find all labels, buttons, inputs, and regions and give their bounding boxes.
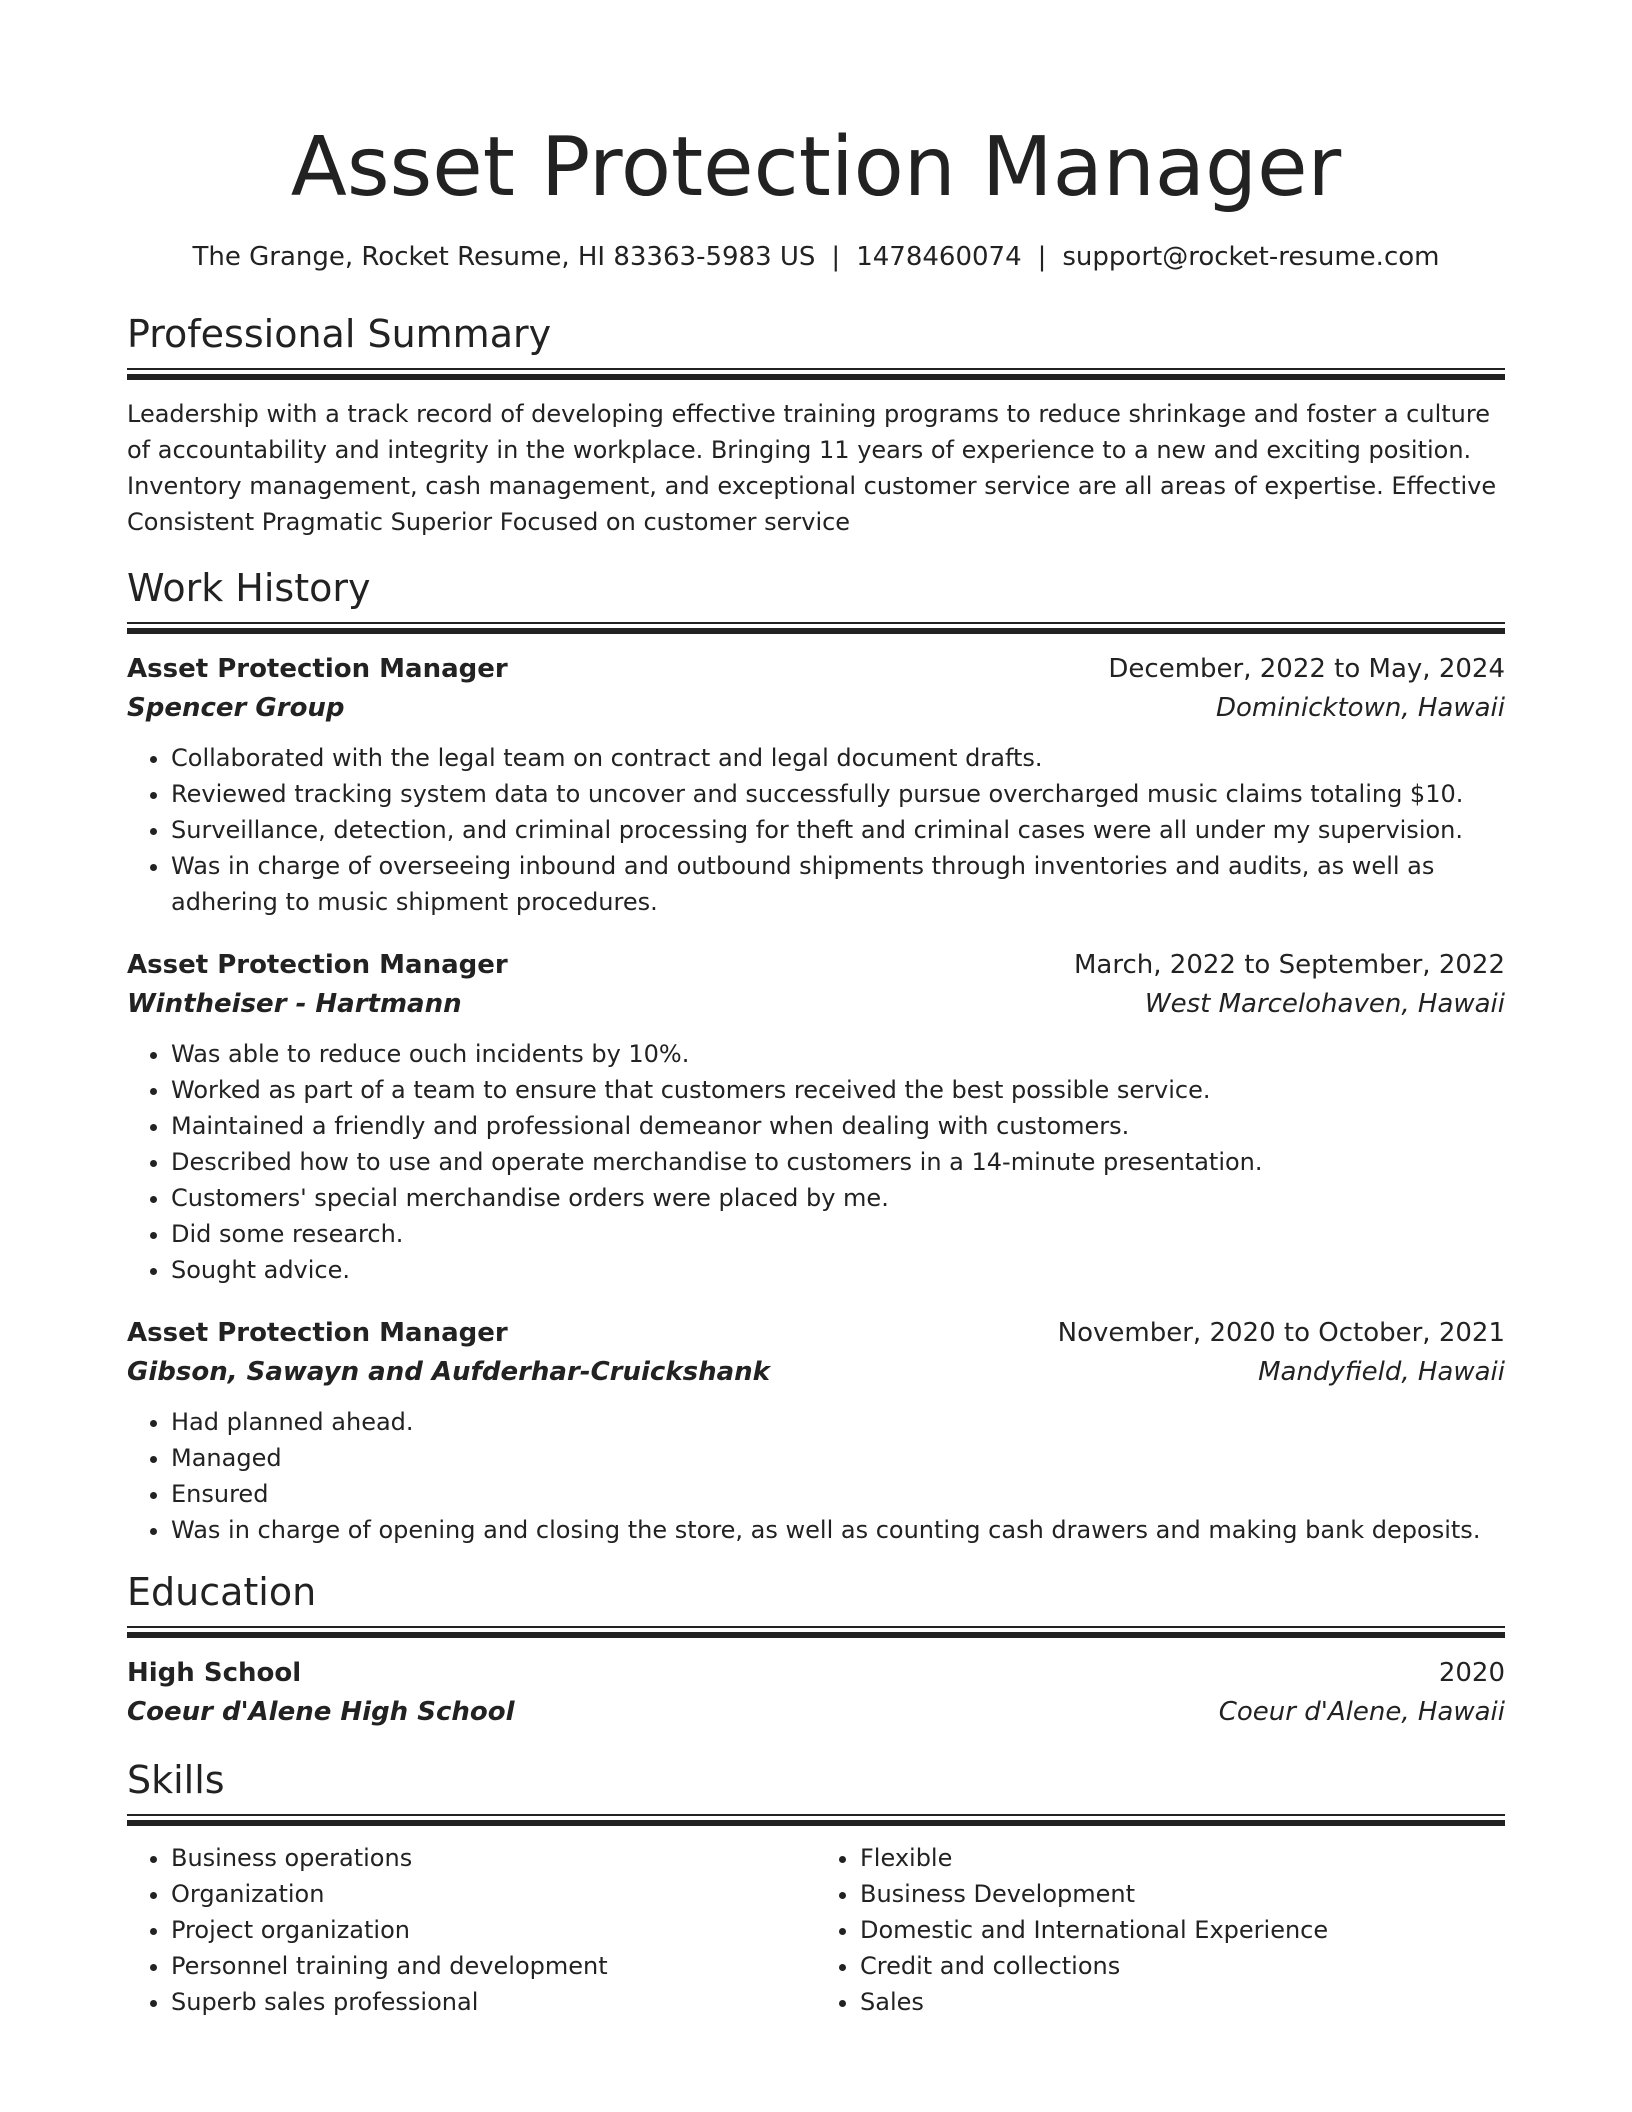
education-school: Coeur d'Alene High School: [127, 1697, 515, 1727]
job-company: Gibson, Sawayn and Aufderhar-Cruickshank: [127, 1357, 770, 1387]
contact-phone: 1478460074: [856, 242, 1022, 272]
education-degree: High School: [127, 1658, 302, 1688]
contact-line: [127, 240, 1505, 274]
job-bullet: • Ensured: [171, 1476, 1505, 1512]
skill-item: • Superb sales professional: [171, 1984, 816, 2020]
job-bullet: • Maintained a friendly and professional demeanor when dealing with customers.: [171, 1108, 1505, 1144]
skill-item: • Credit and collections: [860, 1948, 1505, 1984]
skill-item: • Flexible: [860, 1840, 1505, 1876]
contact-separator: |: [1037, 242, 1047, 272]
skill-item: • Project organization: [171, 1912, 816, 1948]
job-title: Asset Protection Manager: [127, 950, 508, 980]
job-bullet: • Sought advice.: [171, 1252, 1505, 1288]
skills-columns: [127, 1840, 1505, 2020]
section-divider: [127, 622, 1505, 634]
education-section: [127, 1568, 1505, 1732]
job-bullet: • Collaborated with the legal team on contract and legal document drafts.: [171, 740, 1505, 776]
skills-section: [127, 1756, 1505, 2020]
education-location: Coeur d'Alene, Hawaii: [1218, 1697, 1505, 1727]
job-bullet: • Did some research.: [171, 1216, 1505, 1252]
contact-email[interactable]: support@rocket-resume.com: [1062, 242, 1440, 272]
job-dates: November, 2020 to October, 2021: [1057, 1318, 1505, 1348]
education-heading: Education: [127, 1570, 317, 1614]
section-divider: [127, 1626, 1505, 1638]
contact-address: The Grange, Rocket Resume, HI 83363-5983 US: [192, 242, 816, 272]
job-title: Asset Protection Manager: [127, 1318, 508, 1348]
job-bullet: • Customers' special merchandise orders were placed by me.: [171, 1180, 1505, 1216]
job-bullet: • Described how to use and operate merchandise to customers in a 14-minute presentation.: [171, 1144, 1505, 1180]
skill-item: • Business Development: [860, 1876, 1505, 1912]
section-divider: [127, 368, 1505, 380]
skill-item: • Domestic and International Experience: [860, 1912, 1505, 1948]
skill-item: • Sales: [860, 1984, 1505, 2020]
job-bullet: • Worked as part of a team to ensure that customers received the best possible service.: [171, 1072, 1505, 1108]
job-bullet: • Managed: [171, 1440, 1505, 1476]
job-dates: December, 2022 to May, 2024: [1108, 654, 1505, 684]
job-location: West Marcelohaven, Hawaii: [1144, 989, 1505, 1019]
education-entry: [127, 1654, 1505, 1732]
education-year: 2020: [1438, 1658, 1505, 1688]
job-entry: [127, 946, 1505, 1288]
job-bullet: • Reviewed tracking system data to uncover and successfully pursue overcharged music claims totaling $10.: [171, 776, 1505, 812]
job-bullet: • Was able to reduce ouch incidents by 10%.: [171, 1036, 1505, 1072]
job-bullets: [127, 1036, 1505, 1288]
job-title: Asset Protection Manager: [127, 654, 508, 684]
summary-heading: Professional Summary: [127, 312, 552, 356]
summary-section: [127, 310, 1505, 540]
job-company: Wintheiser - Hartmann: [127, 989, 462, 1019]
job-location: Dominicktown, Hawaii: [1215, 693, 1505, 723]
section-divider: [127, 1814, 1505, 1826]
job-bullet: • Surveillance, detection, and criminal processing for theft and criminal cases were all under my supervision.: [171, 812, 1505, 848]
job-bullet: • Was in charge of opening and closing the store, as well as counting cash drawers and making bank deposits.: [171, 1512, 1505, 1548]
job-entry: [127, 1314, 1505, 1548]
job-company: Spencer Group: [127, 693, 345, 723]
skill-item: • Personnel training and development: [171, 1948, 816, 1984]
skills-heading: Skills: [127, 1758, 225, 1802]
skills-list-right: [816, 1840, 1505, 2020]
skill-item: • Business operations: [171, 1840, 816, 1876]
contact-separator: |: [831, 242, 841, 272]
work-history-heading: Work History: [127, 566, 371, 610]
job-bullet: • Had planned ahead.: [171, 1404, 1505, 1440]
job-entry: [127, 650, 1505, 920]
job-bullets: [127, 740, 1505, 920]
job-dates: March, 2022 to September, 2022: [1074, 950, 1505, 980]
job-bullets: [127, 1404, 1505, 1548]
resume-title: Asset Protection Manager: [290, 120, 1342, 215]
work-history-section: [127, 564, 1505, 1548]
job-bullet: • Was in charge of overseeing inbound and outbound shipments through inventories and audits, as well as adhering to music shipment procedures.: [171, 848, 1505, 920]
summary-text: Leadership with a track record of developing effective training programs to reduce shrinkage and foster a culture of accountability and integrity in the workplace. Bringing 11 years of experience to a new and exciting position. Inventory management, cash management, and exceptional customer service are all areas of expertise. Effective Consistent Pragmatic Superior Focused on customer service: [127, 400, 1497, 536]
skill-item: • Organization: [171, 1876, 816, 1912]
skills-list-left: [127, 1840, 816, 2020]
job-location: Mandyfield, Hawaii: [1258, 1357, 1505, 1387]
